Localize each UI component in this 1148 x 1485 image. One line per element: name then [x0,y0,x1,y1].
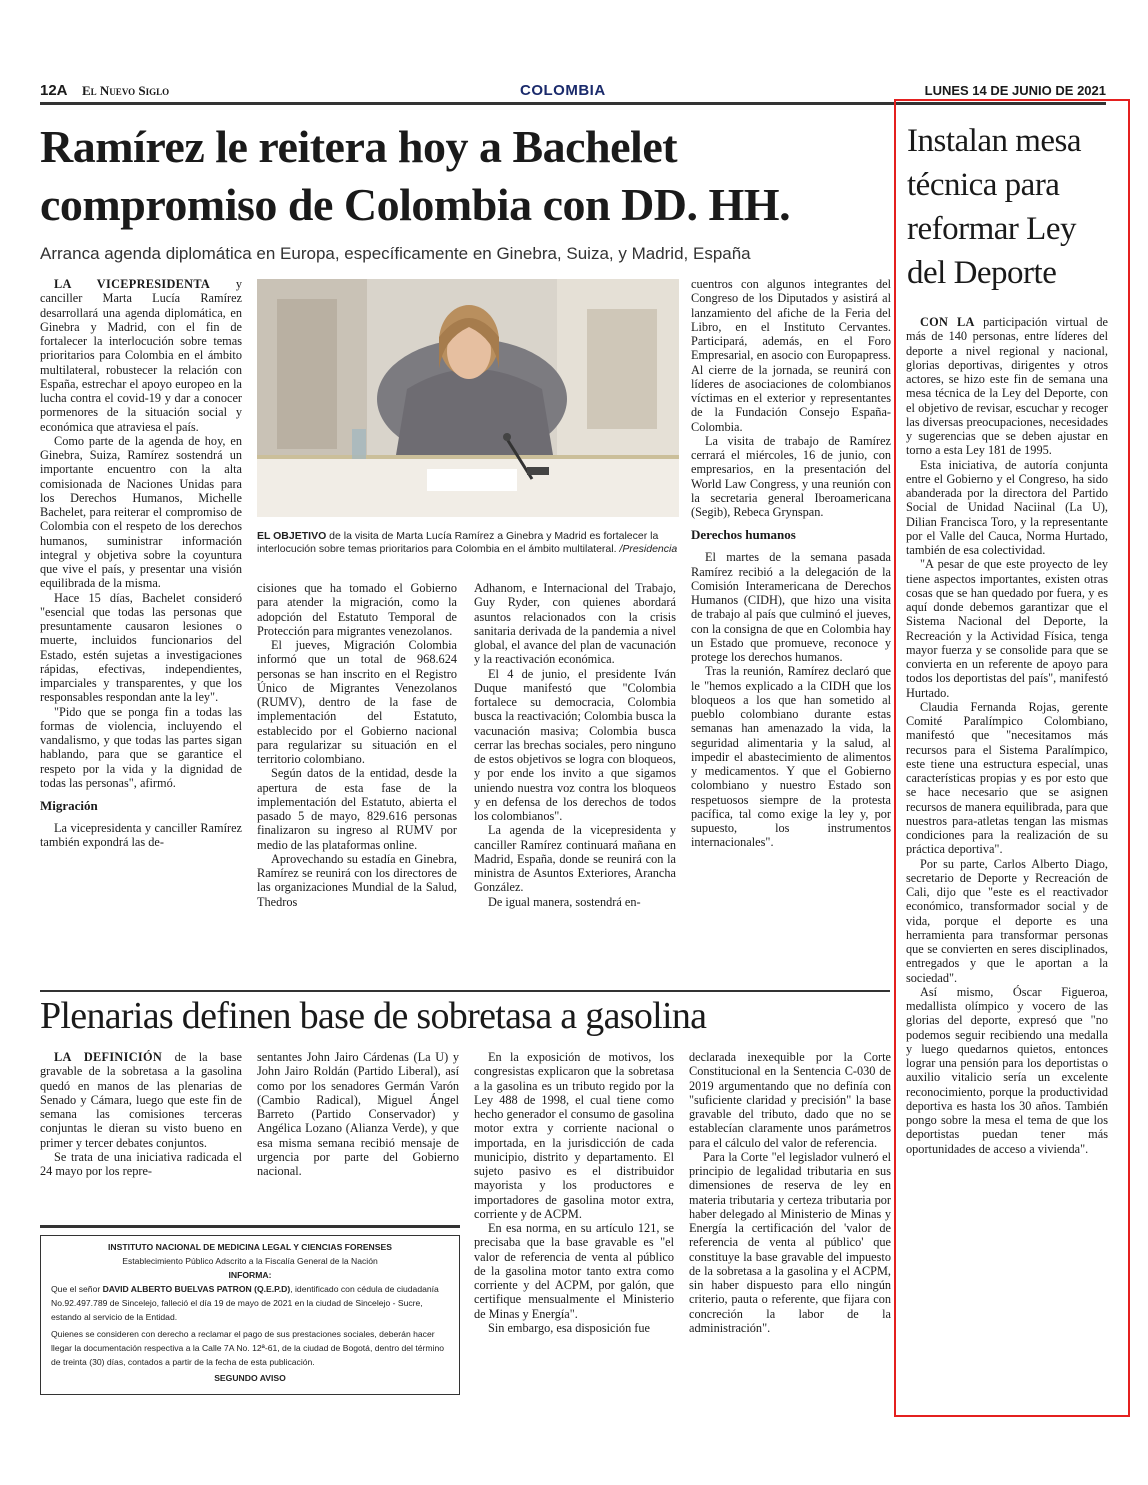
plenarias-lead-caps: LA DEFINICIÓN [54,1050,163,1064]
side-lead-caps: CON LA [920,315,975,329]
plenarias-column-2 [257,1050,459,1178]
notice-body-2: Quienes se consideren con derecho a reclamar el pago de sus prestaciones sociales, deberán hacer llegar la documentación respectiva a la Calle 7A No. 12ª-61, de la ciudad de Bogotá, dentro del término de treinta (30) días, contados a partir de la fecha de esta publicación. [51,1329,445,1367]
main-lead-caps: LA VICEPRESIDENTA [54,277,211,291]
main-paragraph: Hace 15 días, Bachelet consideró "esencial que todas las personas que presuntamente causaron lesiones o muerte, incluidos funcionarios del Estado, estén sujetas a investigaciones rápidas, efectivas, independientes, imparciales y transparentes, y que los responsables respondan ante la ley". [40,590,242,705]
main-paragraph: Como parte de la agenda de hoy, en Ginebra, Suiza, Ramírez sostendrá un importante encuentro con la alta comisionada de Naciones Unidas para los Derechos Humanos, Michelle Bachelet, para reiterar el compromiso de Colombia con el respeto de los derechos humanos, suministrar información integral y objetiva sobre la coyuntura que vive el país, y presentar una visión equilibrada de la misma. [40,433,242,591]
main-headline-line1: Ramírez le reitera hoy a Bachelet [40,121,678,172]
main-headline [40,122,890,230]
main-headline-line2: compromiso de Colombia con DD. HH. [40,179,791,230]
subhead-derechos: Derechos humanos [691,527,796,543]
notice-title: INSTITUTO NACIONAL DE MEDICINA LEGAL Y CIENCIAS FORENSES [108,1242,392,1252]
side-paragraph: Por su parte, Carlos Alberto Diago, secretario de Deporte y Recreación de Cali, dijo que "este es el reactivador económico, transformador social y de vida, porque el deporte es una herramienta para transformar personas que se convierten en seres disciplinados, entregados y que le aportan a la sociedad". [906,856,1108,985]
main-paragraph: El martes de la semana pasada Ramírez recibió a la delegación de la Comisión Interamericana de Derechos Humanos (CIDH), que hizo una visita de trabajo al país que culminó el jueves, con la consigna de que en Colombia hay un Estado que promueve, reconoce y protege los derechos humanos. [691,550,891,664]
main-paragraph: El jueves, Migración Colombia informó que un total de 968.624 personas se han inscrito en el Registro Único de Migrantes Venezolanos (RUMV), dentro de la fase de implementación del Estatuto, establecido por el Gobierno nacional para regularizar su situación en el territorio colombiano. [257,638,457,766]
photo-illustration [257,279,679,517]
main-column-4 [691,277,891,850]
photo-caption: EL OBJETIVO de la visita de Marta Lucía Ramírez a Ginebra y Madrid es fortalecer la interlocución sobre temas prioritarios para Colombia en el ámbito multilateral. /Presidencia [257,530,678,555]
side-headline-line: Instalan mesa [907,123,1082,159]
side-headline-line: reformar Ley [907,211,1076,247]
plenarias-paragraph: sentantes John Jairo Cárdenas (La U) y John Jairo Roldán (Partido Liberal), así como por los senadores Germán Varón (Cambio Radical), Miguel Ángel Barreto (Partido Conservador) y Angélica Lozano (Alianza Verde), y que esa misma semana recibió mensaje de urgencia por parte del Gobierno nacional. [257,1050,459,1178]
side-paragraph: CON LA participación virtual de más de 140 personas, entre líderes del deporte a nivel regional y nacional, glorias deportivas, dirigentes y otros actores, se hizo este fin de semana una mesa técnica de la Ley del Deporte, con el objetivo de revisar, escuchar y recoger las diversas preocupaciones, necesidades y sugerencias que se deben ajustar en torno a esta Ley 181 de 1995. [906,315,1108,458]
side-paragraph: "A pesar de que este proyecto de ley tiene aspectos importantes, existen otras cosas que se han quedado por fuera, y es aquí donde debemos garantizar que el Sistema Nacional del Deporte, la Recreación y la Actividad Física, tenga mayor fuerza y se consolide para que se convierta en un referente de apoyo para todos los deportistas del país", manifestó Hurtado. [906,557,1108,700]
side-body [906,315,1108,1156]
main-column-2 [257,581,457,909]
main-paragraph: Adhanom, e Internacional del Trabajo, Guy Ryder, con quienes abordará asuntos relacionados con la crisis sanitaria derivada de la pandemia a nivel global, el avance del plan de vacunación y la reactivación económica. [474,581,676,667]
plenarias-paragraph: En la exposición de motivos, los congresistas explicaron que la sobretasa a la gasolina es un tributo regido por la Ley 488 de 1998, el cual tiene como hecho generador el consumo de gasolina motor extra y corriente nacional o importada, en la jurisdicción de cada municipio, distrito y departamento. El sujeto pasivo es el distribuidor mayorista y los productores e importadores de gasolina motor extra, corriente y de ACPM. [474,1050,674,1221]
main-paragraph: cuentros con algunos integrantes del Congreso de los Diputados y asistirá al lanzamiento del afiche de la Feria del Libro, en el Instituto Cervantes. Participará, además, en el Foro Empresarial, en asocio con Europapress. Al cierre de la jornada, se reunirá con líderes de asociaciones de colombianos víctimas en el exterior y representantes de la Fundación Consejo España-Colombia. [691,277,891,434]
plenarias-paragraph: declarada inexequible por la Corte Constitucional en la Sentencia C-030 de 2019 argumentando que no definía con "suficiente claridad y precisión" la base gravable del tributo, dado que no se establecían claramente unos parámetros para el cálculo del valor de referencia. [689,1050,891,1150]
plenarias-column-3 [474,1050,674,1335]
main-paragraph: LA VICEPRESIDENTA y canciller Marta Lucía Ramírez desarrollará una agenda diplomática, en Ginebra y Madrid, con el fin de fortalecer la interlocución sobre temas prioritarios para Colombia en el ámbito multilateral, robustecer la relación con España, estrechar el apoyo europeo en la lucha contra el covid-19 y dar a conocer pormenores de la situación social y económica que atraviesa el país. [40,277,242,434]
notice-top-rule [40,1225,460,1228]
plenarias-paragraph: Sin embargo, esa disposición fue [488,1320,650,1335]
plenarias-paragraph: En esa norma, en su artículo 121, se precisaba que la base gravable es "el valor de referencia de venta al público de la gasolina motor tanto extra como corriente y del ACPM, por galón, que certifique mensualmente el Ministerio de Minas y Energía". [474,1221,674,1321]
plenarias-paragraph: LA DEFINICIÓN de la base gravable de la sobretasa a la gasolina quedó en manos de las plenarias de Senado y Cámara, luego que este fin de semana las comisiones terceras conjuntas le dieran su visto bueno en primer y tercer debates conjuntos. [40,1050,242,1150]
main-paragraph: El 4 de junio, el presidente Iván Duque manifestó que "Colombia fortalece su democracia, Colombia busca la reactivación; Colombia busca la vacunación masiva; Colombia busca cerrar las brechas sociales, pero ninguno de estos objetivos se logra con bloqueos, y por ende los invito a que sigamos uniendo nuestra voz contra los bloqueos y en defensa de los derechos de todos los colombianos". [474,666,676,823]
section-label: COLOMBIA [520,82,606,99]
plenarias-paragraph: Se trata de una iniciativa radicada el 24 mayo por los repre- [40,1149,242,1178]
notice-body-1: Que el señor DAVID ALBERTO BUELVAS PATRON (Q.E.P.D), identificado con cédula de ciudadanía No.92.497.789 de Sincelejo, falleció el día 19 de mayo de 2021 en la ciudad de Sincelejo - Sucre, estando al servicio de la Entidad. [51,1284,439,1322]
main-paragraph: Tras la reunión, Ramírez declaró que le "hemos explicado a la CIDH que los bloqueos a los que han sometido al pueblo colombiano durante estas semanas han amenazado la vida, la seguridad alimentaria y la salud, al impedir el abastecimiento de alimentos y medicamentos. Y que el Gobierno colombiano y nuestro Estado son respetuosos siempre de la protesta pacífica, tal como exige la ley y, por supuesto, los instrumentos internacionales". [691,664,891,850]
notice-subtitle: Establecimiento Público Adscrito a la Fiscalía General de la Nación [122,1256,378,1266]
main-paragraph: cisiones que ha tomado el Gobierno para atender la migración, como la adopción del Estatuto Temporal de Protección para migrantes venezolanos. [257,581,457,638]
side-headline-line: del Deporte [907,255,1057,291]
main-paragraph: La vicepresidenta y canciller Ramírez también expondrá las de- [40,821,242,850]
issue-date: LUNES 14 DE JUNIO DE 2021 [924,83,1106,98]
main-paragraph: La visita de trabajo de Ramírez cerrará el miércoles, 16 de junio, con empresarios, en la presentación del World Law Congress, y una reunión con la secretaria general Iberoamericana (Segib), Rebeca Grynspan. [691,433,891,519]
plenarias-column-4 [689,1050,891,1335]
photo-credit: /Presidencia [616,543,678,555]
plenarias-column-1 [40,1050,242,1178]
main-paragraph: La agenda de la vicepresidenta y canciller Ramírez continuará mañana en Madrid, España, donde se reunirá con la ministra de Asuntos Exteriores, Arancha González. [474,823,676,895]
side-paragraph: Claudia Fernanda Rojas, gerente Comité Paralímpico Colombiano, manifestó que "necesitamos más recursos para el Sistema Paralímpico, este tiene una estructura especial, unas características propias y es por esto que se hace necesario que se asignen recursos de manera equilibrada, para que nuestros para-atletas tengan las mismas condiciones para la realización de su práctica deportiva". [906,699,1108,857]
plenarias-headline: Plenarias definen base de sobretasa a gasolina [40,995,707,1037]
main-column-1 [40,277,242,850]
subhead-migracion: Migración [40,798,98,813]
main-paragraph: "Pido que se ponga fin a todas las formas de violencia, incluyendo el vandalismo, y que todas las partes sigan hablando, para que se garantice el respeto por la vida y la dignidad de todas las personas", afirmó. [40,704,242,790]
side-headline [907,119,1122,295]
main-photo [257,279,679,517]
notice-footer: SEGUNDO AVISO [214,1373,286,1383]
side-paragraph: Así mismo, Óscar Figueroa, medallista olímpico y vocero de las glorias del deporte, expresó que "no podemos seguir recibiendo una medalla y luego quedarnos quietos, entonces lograr una pensión para los deportistas o auxilio vitalicio sería un excelente reconocimiento, porque la productividad deportiva es hasta los 30 años. También pongo sobre la mesa el tema de que los deportistas puedan tener más oportunidades de acceso a vivienda". [906,984,1108,1156]
side-paragraph: Esta iniciativa, de autoría conjunta entre el Gobierno y el Congreso, ha sido abanderada por la directora del Partido Social de Unidad Naciinal (La U), Dilian Francisca Toro, y la representante por el Valle del Cauca, Norma Hurtado, también de esa colectividad. [906,457,1108,557]
main-paragraph: Aprovechando su estadía en Ginebra, Ramírez se reunirá con los directores de las organizaciones Mundial de la Salud, Thedros [257,851,457,909]
plenarias-paragraph: Para la Corte "el legislador vulneró el principio de legalidad tributaria en sus dimensiones de reserva de ley en materia tributaria y certeza tributaria por haber delegado al Ministerio de Minas y Energía la certificación del 'valor de referencia de venta al público' que constituye la base gravable del impuesto de la sobretasa a la gasolina y el ACPM, sin haber dispuesto para ello ningún criterio, pauta o referente, que fijara con concreción la labor de la administración". [689,1149,891,1335]
paper-name: El Nuevo Siglo [82,83,170,98]
side-headline-line: técnica para [907,167,1060,203]
main-column-3 [474,581,676,909]
legal-notice [40,1235,460,1395]
notice-informa: INFORMA: [228,1270,272,1280]
main-deck: Arranca agenda diplomática en Europa, específicamente en Ginebra, Suiza, y Madrid, España [40,244,751,263]
section-divider [40,990,890,992]
main-paragraph: De igual manera, sostendrá en- [488,894,641,909]
page-number: 12A [40,82,68,99]
main-paragraph: Según datos de la entidad, desde la apertura de esta fase de la implementación del Estatuto, abierta el pasado 5 de mayo, 829.616 personas finalizaron su ingreso al RUMV por medio de las plataformas online. [257,766,457,852]
